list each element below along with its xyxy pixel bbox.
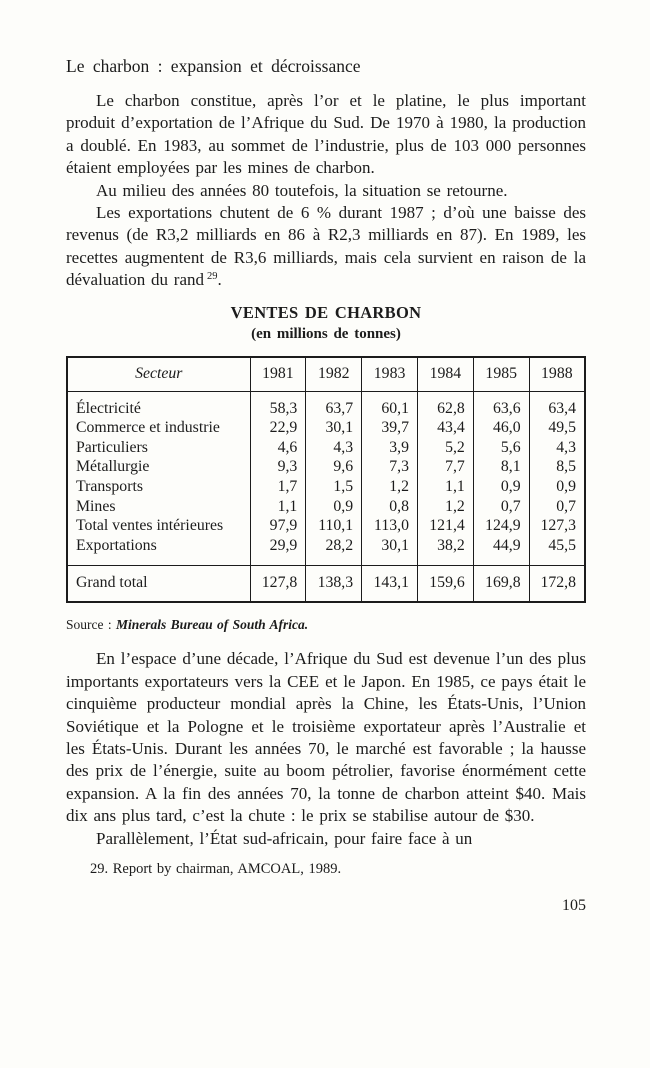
table-header-row: [67, 357, 585, 392]
table-cell: 38,2: [417, 536, 473, 566]
table-cell: 8,5: [529, 457, 585, 477]
row-label: Métallurgie: [76, 458, 150, 476]
table-cell: 63,4: [529, 391, 585, 418]
table-cell: 124,9: [473, 516, 529, 536]
table-cell: 58,3: [250, 391, 306, 418]
table-cell: 49,5: [529, 418, 585, 438]
table-cell: 1,1: [417, 477, 473, 497]
table-cell: 1,7: [250, 477, 306, 497]
table-cell: 63,7: [306, 391, 362, 418]
table-row-metallurgie: [67, 457, 585, 477]
table-cell: 62,8: [417, 391, 473, 418]
source-value: Minerals Bureau of South Africa.: [116, 617, 309, 633]
row-label: Particuliers: [76, 438, 148, 456]
table-cell: 9,6: [306, 457, 362, 477]
footnote-ref-29: 29: [207, 270, 218, 282]
table-cell: 39,7: [362, 418, 418, 438]
table-cell: 4,3: [529, 438, 585, 458]
table-cell: 0,7: [473, 497, 529, 517]
row-label: Exportations: [76, 536, 157, 554]
table-cell: 0,8: [362, 497, 418, 517]
table-cell: 0,9: [306, 497, 362, 517]
table-cell: 138,3: [306, 566, 362, 603]
table-cell: 110,1: [306, 516, 362, 536]
table-cell: 46,0: [473, 418, 529, 438]
paragraph-3-end: .: [217, 270, 222, 290]
table-cell: 172,8: [529, 566, 585, 603]
table-cell: 30,1: [362, 536, 418, 566]
table-cell: 8,1: [473, 457, 529, 477]
table-cell: 127,8: [250, 566, 306, 603]
table-cell: 113,0: [362, 516, 418, 536]
row-label: Grand total: [67, 566, 250, 603]
table-cell: 9,3: [250, 457, 306, 477]
page-title: Le charbon : expansion et décroissance: [66, 56, 361, 76]
table-cell: 0,7: [529, 497, 585, 517]
table-cell: 169,8: [473, 566, 529, 603]
table-cell: 143,1: [362, 566, 418, 603]
table-cell: 3,9: [362, 438, 418, 458]
table-cell: 1,1: [250, 497, 306, 517]
table-cell: 29,9: [250, 536, 306, 566]
table-cell: 4,3: [306, 438, 362, 458]
table-cell: 1,5: [306, 477, 362, 497]
table-title: VENTES DE CHARBON: [230, 302, 422, 322]
row-label: Commerce et industrie: [76, 419, 220, 437]
table-header-1983: 1983: [362, 357, 418, 392]
table-header-1988: 1988: [529, 357, 585, 392]
paragraph-4: En l’espace d’une décade, l’Afrique du Sud est devenue l’un des plus importants exportateurs vers la CEE et le Japon. En 1985, ce pays était le cinquième producteur mondial après la Chine, les États-Unis, l’Union Soviétique et la Pologne et le troisième exportateur après l’Australie et les États-Unis. Durant les années 70, le marché est favorable ; la hausse des prix de l’énergie, suite au boom pétrolier, favorise énormément cette expansion. A la fin des années 70, la tonne de charbon atteint $40. Mais dix ans plus tard, c’est la chute : le prix se stabilise autour de $30.: [66, 649, 586, 826]
table-header-1981: 1981: [250, 357, 306, 392]
source-note: [66, 617, 586, 633]
table-cell: 45,5: [529, 536, 585, 566]
table-header-1985: 1985: [473, 357, 529, 392]
paragraph-1: Le charbon constitue, après l’or et le platine, le plus important produit d’exportation de l’Afrique du Sud. De 1970 à 1980, la production a doublé. En 1983, au sommet de l’industrie, plus de 103 000 personnes étaient employées par les mines de charbon.: [66, 91, 586, 178]
row-label: Transports: [76, 478, 144, 496]
table-cell: 0,9: [473, 477, 529, 497]
table-row-grand-total: [67, 566, 585, 603]
table-header-1984: 1984: [417, 357, 473, 392]
table-cell: 1,2: [362, 477, 418, 497]
paragraph-3-text: Les exportations chutent de 6 % durant 1987 ; d’où une baisse des revenus (de R3,2 milliards en 86 à R2,3 milliards en 87). En 1989, les recettes augmentent de R3,6 milliards, mais cela survient en raison de la dévaluation du rand: [66, 203, 586, 290]
row-label: Électricité: [76, 399, 141, 417]
table-cell: 22,9: [250, 418, 306, 438]
page-number: 105: [562, 897, 586, 915]
table-cell: 28,2: [306, 536, 362, 566]
table-cell: 0,9: [529, 477, 585, 497]
table-cell: 43,4: [417, 418, 473, 438]
table-cell: 4,6: [250, 438, 306, 458]
table-row-electricite: [67, 391, 585, 418]
table-header-1982: 1982: [306, 357, 362, 392]
table-row-exportations: [67, 536, 585, 566]
table-row-total-ventes-interieures: [67, 516, 585, 536]
table-cell: 63,6: [473, 391, 529, 418]
table-cell: 5,6: [473, 438, 529, 458]
table-cell: 1,2: [417, 497, 473, 517]
footnote: 29. Report by chairman, AMCOAL, 1989.: [90, 861, 342, 878]
table-cell: 5,2: [417, 438, 473, 458]
row-label: Total ventes intérieures: [76, 517, 224, 535]
row-label: Mines: [76, 497, 116, 515]
table-cell: 127,3: [529, 516, 585, 536]
paragraph-2: Au milieu des années 80 toutefois, la situation se retourne.: [96, 180, 508, 200]
table-row-particuliers: [67, 438, 585, 458]
coal-sales-table: [66, 356, 586, 604]
coal-sales-table-block: [66, 303, 586, 604]
table-cell: 97,9: [250, 516, 306, 536]
paragraph-3: [66, 202, 586, 292]
table-cell: 159,6: [417, 566, 473, 603]
table-row-mines: [67, 497, 585, 517]
table-cell: 7,7: [417, 457, 473, 477]
table-header-secteur: Secteur: [67, 357, 250, 392]
table-row-transports: [67, 477, 585, 497]
table-row-commerce: [67, 418, 585, 438]
table-cell: 30,1: [306, 418, 362, 438]
table-cell: 7,3: [362, 457, 418, 477]
table-cell: 60,1: [362, 391, 418, 418]
paragraph-5: Parallèlement, l’État sud-africain, pour faire face à un: [96, 828, 473, 848]
table-subtitle: (en millions de tonnes): [251, 325, 401, 342]
source-label: Source :: [66, 617, 112, 633]
table-cell: 44,9: [473, 536, 529, 566]
table-cell: 121,4: [417, 516, 473, 536]
